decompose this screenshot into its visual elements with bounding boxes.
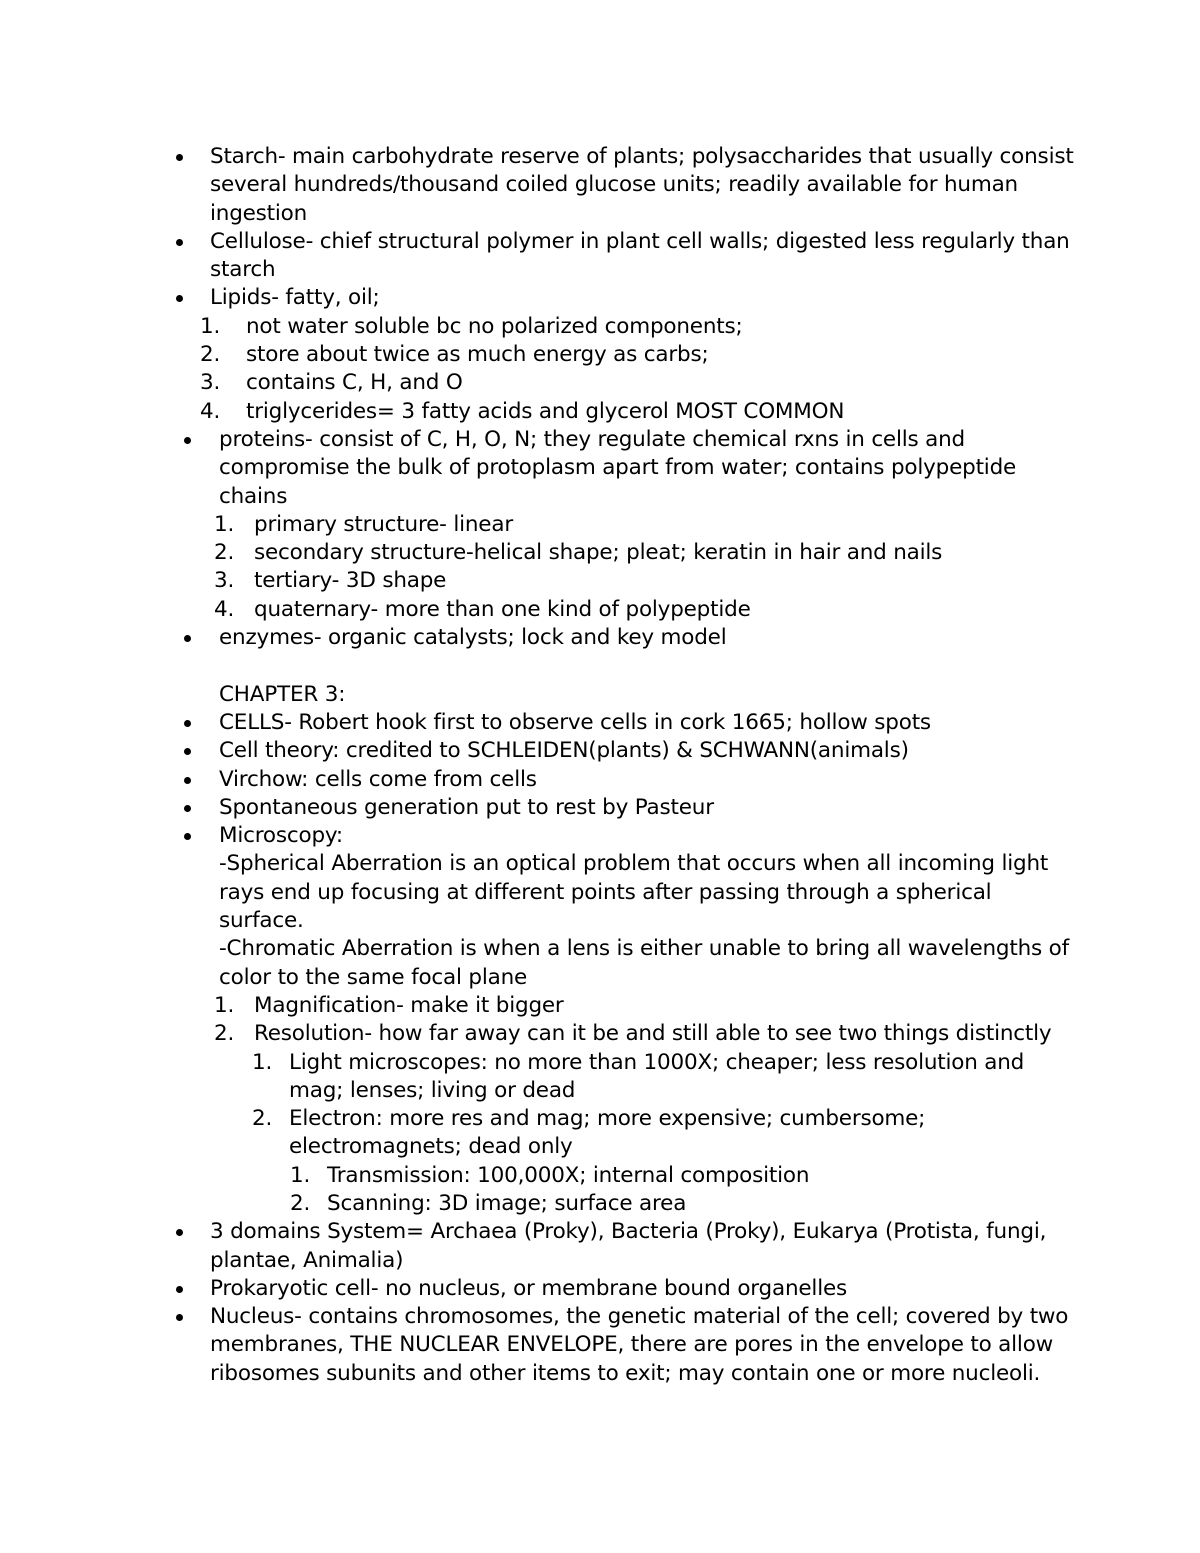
bullet-icon bbox=[184, 635, 191, 642]
bullet-item-cell-theory bbox=[170, 737, 1070, 765]
bullet-icon bbox=[176, 295, 183, 302]
bullet-item-enzymes bbox=[170, 624, 1070, 652]
list-number: 4. bbox=[214, 596, 235, 622]
spontaneous-text: Spontaneous generation put to rest by Pasteur bbox=[219, 794, 714, 820]
light-microscope-text: Light microscopes: no more than 1000X; cheaper; less resolution and bbox=[289, 1049, 1025, 1075]
list-number: 3. bbox=[200, 370, 221, 396]
list-number: 2. bbox=[290, 1190, 311, 1216]
bullet-item-domains bbox=[170, 1218, 1070, 1246]
list-number: 1. bbox=[214, 511, 235, 537]
transmission-text: Transmission: 100,000X; internal composition bbox=[327, 1162, 810, 1188]
bullet-item-spontaneous bbox=[170, 794, 1070, 822]
lipid-point bbox=[170, 313, 1070, 341]
microscope-type bbox=[170, 1049, 1070, 1077]
list-number: 1. bbox=[290, 1162, 311, 1188]
bullet-item-cells bbox=[170, 709, 1070, 737]
list-number: 1. bbox=[214, 992, 235, 1018]
protein-point bbox=[170, 567, 1070, 595]
cell-theory-text: Cell theory: credited to SCHLEIDEN(plants) & SCHWANN(animals) bbox=[219, 738, 909, 764]
lipid-point-text: contains C, H, and O bbox=[246, 370, 463, 396]
protein-point-text: tertiary- 3D shape bbox=[254, 568, 447, 594]
list-number: 2. bbox=[214, 1021, 235, 1047]
spherical-aberration-text: rays end up focusing at different points after passing through a spherical bbox=[219, 879, 992, 905]
bullet-icon bbox=[176, 239, 183, 246]
electron-microscope-text: Electron: more res and mag; more expensive; cumbersome; bbox=[289, 1106, 926, 1132]
lipid-point bbox=[170, 341, 1070, 369]
microscopy-point bbox=[170, 1020, 1070, 1048]
electron-type bbox=[170, 1190, 1070, 1218]
enzymes-text: enzymes- organic catalysts; lock and key model bbox=[219, 625, 727, 651]
bullet-icon bbox=[184, 437, 191, 444]
starch-text: Starch- main carbohydrate reserve of plants; polysaccharides that usually consist bbox=[210, 144, 1074, 169]
lipid-point-text: triglycerides= 3 fatty acids and glycerol MOST COMMON bbox=[246, 398, 845, 424]
bullet-icon bbox=[184, 720, 191, 727]
microscopy-point bbox=[170, 992, 1070, 1020]
protein-point-text: primary structure- linear bbox=[254, 511, 513, 537]
scanning-text: Scanning: 3D image; surface area bbox=[327, 1190, 687, 1216]
bullet-item-lipids bbox=[170, 284, 1070, 312]
proteins-text-cont: chains bbox=[219, 483, 288, 509]
chapter-heading: CHAPTER 3: bbox=[219, 681, 346, 707]
list-number: 2. bbox=[214, 540, 235, 566]
resolution-text: Resolution- how far away can it be and still able to see two things distinctly bbox=[254, 1021, 1052, 1047]
bullet-item-cellulose bbox=[170, 228, 1070, 256]
lipid-point bbox=[170, 369, 1070, 397]
microscopy-text: Microscopy: bbox=[219, 823, 343, 849]
chromatic-aberration-text: color to the same focal plane bbox=[219, 964, 528, 990]
domains-text: 3 domains System= Archaea (Proky), Bacteria (Proky), Eukarya (Protista, fungi, bbox=[210, 1219, 1047, 1245]
list-number: 3. bbox=[214, 568, 235, 594]
electron-microscope-text-cont: electromagnets; dead only bbox=[289, 1134, 573, 1160]
light-microscope-text-cont: mag; lenses; living or dead bbox=[289, 1077, 576, 1103]
electron-type bbox=[170, 1162, 1070, 1190]
chromatic-aberration-text: -Chromatic Aberration is when a lens is either unable to bring all wavelengths of bbox=[219, 936, 1069, 962]
bullet-item-proteins bbox=[170, 426, 1070, 454]
protein-point bbox=[170, 539, 1070, 567]
protein-point bbox=[170, 511, 1070, 539]
bullet-item-virchow bbox=[170, 766, 1070, 794]
nucleus-text-cont: ribosomes subunits and other items to exit; may contain one or more nucleoli. bbox=[210, 1360, 1041, 1386]
virchow-text: Virchow: cells come from cells bbox=[219, 766, 537, 792]
list-number: 2. bbox=[252, 1106, 273, 1132]
bullet-icon bbox=[184, 833, 191, 840]
lipid-point bbox=[170, 398, 1070, 426]
cellulose-text: Cellulose- chief structural polymer in plant cell walls; digested less regularly than bbox=[210, 228, 1070, 254]
bullet-icon bbox=[184, 748, 191, 755]
blank-line bbox=[170, 652, 1070, 680]
nucleus-text-cont: membranes, THE NUCLEAR ENVELOPE, there are pores in the envelope to allow bbox=[210, 1332, 1054, 1358]
list-number: 4. bbox=[200, 398, 221, 424]
proteins-text: proteins- consist of C, H, O, N; they regulate chemical rxns in cells and bbox=[219, 426, 965, 452]
nucleus-text: Nucleus- contains chromosomes, the genetic material of the cell; covered by two bbox=[210, 1304, 1069, 1330]
bullet-icon bbox=[176, 154, 183, 161]
spherical-aberration-text: surface. bbox=[219, 908, 304, 934]
protein-point bbox=[170, 596, 1070, 624]
list-number: 1. bbox=[200, 313, 221, 339]
cellulose-text-cont: starch bbox=[210, 257, 276, 283]
microscope-type bbox=[170, 1105, 1070, 1133]
lipid-point-text: store about twice as much energy as carbs; bbox=[246, 342, 709, 368]
lipids-text: Lipids- fatty, oil; bbox=[210, 285, 380, 311]
bullet-icon bbox=[184, 777, 191, 784]
bullet-item-starch bbox=[170, 143, 1074, 171]
magnification-text: Magnification- make it bigger bbox=[254, 992, 564, 1018]
prokaryotic-text: Prokaryotic cell- no nucleus, or membrane bound organelles bbox=[210, 1275, 848, 1301]
proteins-text-cont: compromise the bulk of protoplasm apart from water; contains polypeptide bbox=[219, 455, 1017, 481]
bullet-item-microscopy bbox=[170, 822, 1070, 850]
bullet-icon bbox=[176, 1314, 183, 1321]
list-number: 2. bbox=[200, 342, 221, 368]
list-number: 1. bbox=[252, 1049, 273, 1075]
starch-text-cont: several hundreds/thousand coiled glucose units; readily available for human bbox=[210, 172, 1018, 198]
domains-text-cont: plantae, Animalia) bbox=[210, 1247, 404, 1273]
notes-body bbox=[170, 143, 1074, 1388]
bullet-icon bbox=[176, 1286, 183, 1293]
lipid-point-text: not water soluble bc no polarized components; bbox=[246, 313, 743, 339]
bullet-icon bbox=[176, 1229, 183, 1236]
protein-point-text: quaternary- more than one kind of polypeptide bbox=[254, 596, 751, 622]
spherical-aberration-text: -Spherical Aberration is an optical problem that occurs when all incoming light bbox=[219, 851, 1049, 877]
protein-point-text: secondary structure-helical shape; pleat; keratin in hair and nails bbox=[254, 540, 943, 566]
bullet-icon bbox=[184, 805, 191, 812]
bullet-item-nucleus bbox=[170, 1303, 1070, 1331]
bullet-item-prokaryotic bbox=[170, 1275, 1070, 1303]
cells-text: CELLS- Robert hook first to observe cells in cork 1665; hollow spots bbox=[219, 709, 931, 735]
starch-text-cont: ingestion bbox=[210, 200, 308, 226]
